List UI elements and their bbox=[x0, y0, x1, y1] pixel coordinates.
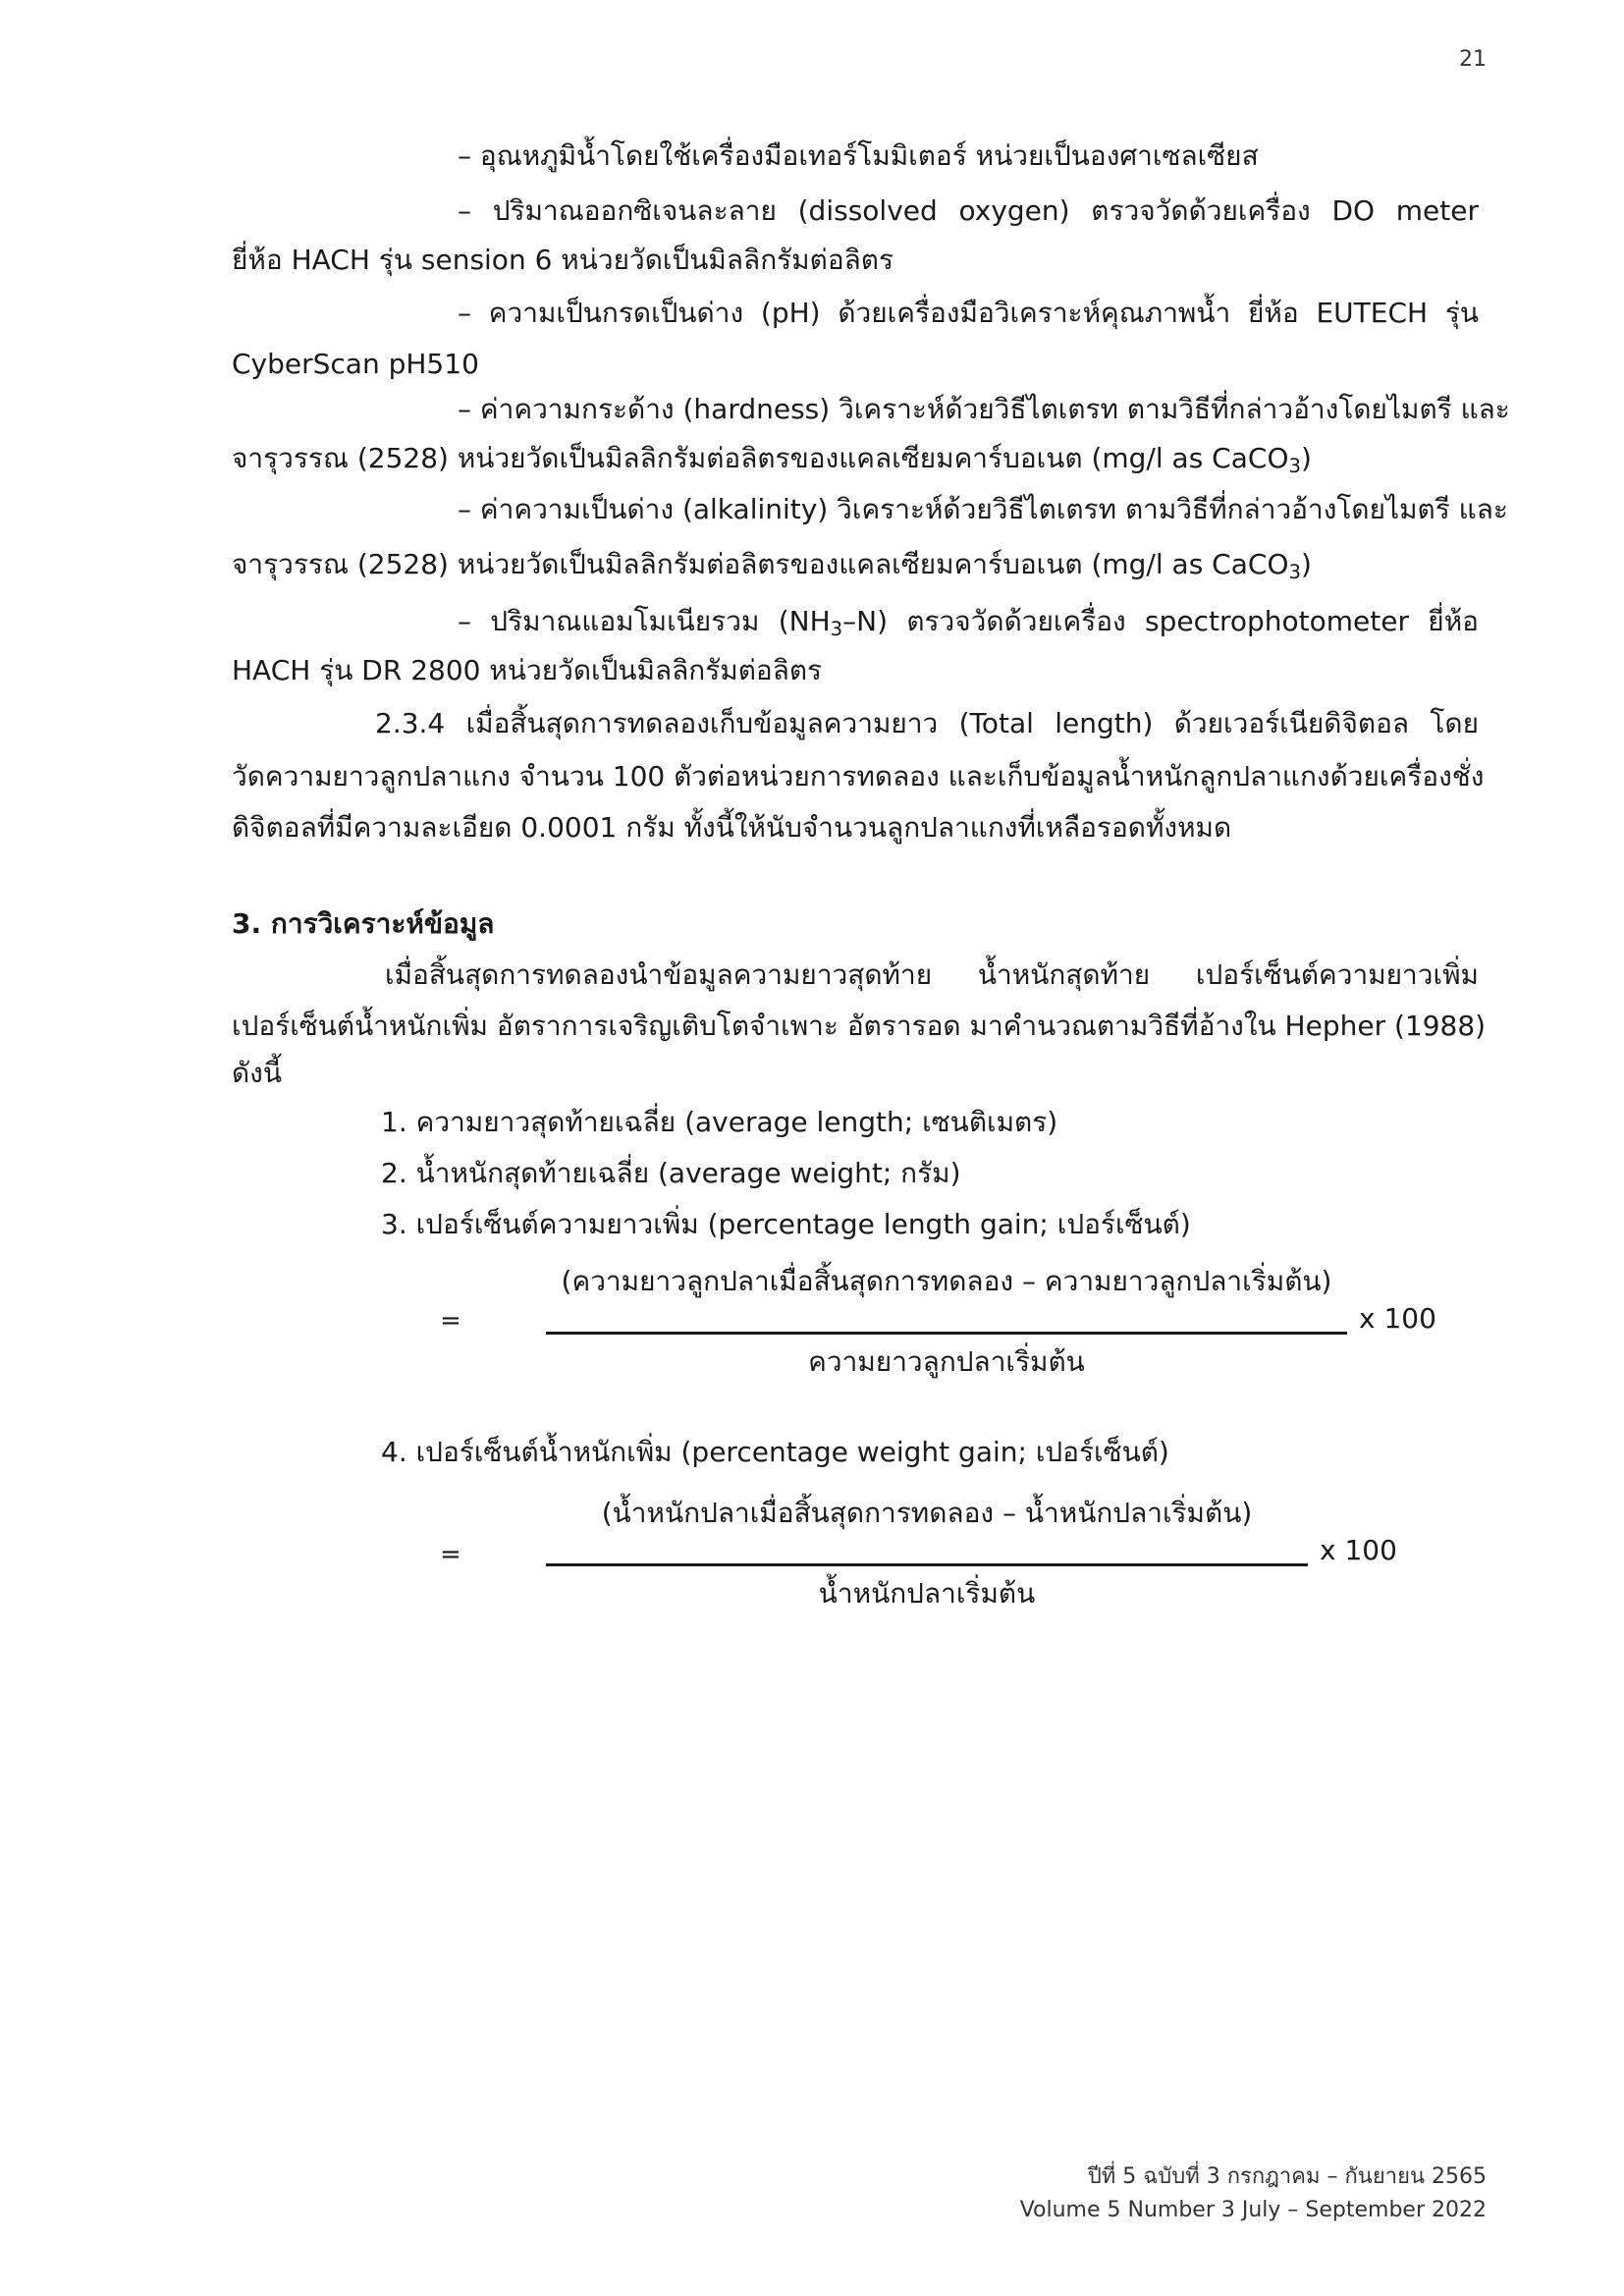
section-3-para-line1: เมื่อสิ้นสุดการทดลองนำข้อมูลความยาวสุดท้าย น้ำหนักสุดท้าย เปอร์เซ็นต์ความยาวเพิ่ม bbox=[385, 958, 1479, 991]
page-number: 21 bbox=[1459, 47, 1487, 72]
list-item: 2. น้ำหนักสุดท้ายเฉลี่ย (average weight; กรัม) bbox=[381, 1157, 961, 1189]
formula-denominator: น้ำหนักปลาเริ่มต้น bbox=[818, 1577, 1036, 1610]
list-item: 4. เปอร์เซ็นต์น้ำหนักเพิ่ม (percentage weight gain; เปอร์เซ็นต์) bbox=[381, 1436, 1169, 1468]
formula-equals: = bbox=[440, 1306, 461, 1336]
method-hardness-line1: – ค่าความกระด้าง (hardness) วิเคราะห์ด้วยวิธีไตเตรท ตามวิธีที่กล่าวอ้างโดยไมตรี และ bbox=[458, 393, 1510, 425]
section-234-line1: 2.3.4 เมื่อสิ้นสุดการทดลองเก็บข้อมูลความยาว (Total length) ด้วยเวอร์เนียดิจิตอล โดย bbox=[375, 707, 1479, 739]
section-3-para-line2: เปอร์เซ็นต์น้ำหนักเพิ่ม อัตราการเจริญเติบโตจำเพาะ อัตรารอด มาคำนวณตามวิธีที่อ้างใน Hepher (1988) bbox=[232, 1010, 1487, 1042]
formula-multiplier: x 100 bbox=[1320, 1534, 1397, 1566]
method-do-line1: – ปริมาณออกซิเจนละลาย (dissolved oxygen) ตรวจวัดด้วยเครื่อง DO meter bbox=[458, 194, 1479, 227]
formula-denominator: ความยาวลูกปลาเริ่มต้น bbox=[808, 1345, 1085, 1378]
section-234-line3: ดิจิตอลที่มีความละเอียด 0.0001 กรัม ทั้งนี้ให้นับจำนวนลูกปลาแกงที่เหลือรอดทั้งหมด bbox=[232, 811, 1232, 844]
section-234-line2: วัดความยาวลูกปลาแกง จำนวน 100 ตัวต่อหน่วยการทดลอง และเก็บข้อมูลน้ำหนักลูกปลาแกงด้วยเครื่องชั่ง bbox=[232, 760, 1485, 793]
section-3-heading: 3. การวิเคราะห์ข้อมูล bbox=[232, 907, 495, 940]
method-hardness-line2: จารุวรรณ (2528) หน่วยวัดเป็นมิลลิกรัมต่อลิตรของแคลเซียมคาร์บอเนต (mg/l as CaCO$_3$) bbox=[232, 442, 1312, 477]
list-item: 1. ความยาวสุดท้ายเฉลี่ย (average length; เซนติเมตร) bbox=[381, 1106, 1058, 1138]
method-ph-line1: – ความเป็นกรดเป็นด่าง (pH) ด้วยเครื่องมือวิเคราะห์คุณภาพน้ำ ยี่ห้อ EUTECH รุ่น bbox=[458, 297, 1479, 329]
footer-english: Volume 5 Number 3 July – September 2022 bbox=[1019, 2198, 1487, 2223]
formula-equals: = bbox=[440, 1540, 461, 1569]
formula-numerator: (น้ำหนักปลาเมื่อสิ้นสุดการทดลอง – น้ำหนักปลาเริ่มต้น) bbox=[601, 1497, 1253, 1529]
method-do-line2: ยี่ห้อ HACH รุ่น sension 6 หน่วยวัดเป็นมิลลิกรัมต่อลิตร bbox=[232, 244, 894, 276]
method-ammonia-line1: – ปริมาณแอมโมเนียรวม $(NH_3-N)$ ตรวจวัดด้วยเครื่อง spectrophotometer ยี่ห้อ bbox=[458, 605, 1479, 640]
formula-multiplier: x 100 bbox=[1359, 1302, 1436, 1335]
method-alkalinity-line1: – ค่าความเป็นด่าง (alkalinity) วิเคราะห์ด้วยวิธีไตเตรท ตามวิธีที่กล่าวอ้างโดยไมตรี และ bbox=[458, 493, 1508, 525]
formula-numerator: (ความยาวลูกปลาเมื่อสิ้นสุดการทดลอง – ความยาวลูกปลาเริ่มต้น) bbox=[561, 1265, 1332, 1297]
method-temperature: – อุณหภูมิน้ำโดยใช้เครื่องมือเทอร์โมมิเตอร์ หน่วยเป็นองศาเซลเซียส bbox=[458, 139, 1259, 172]
footer-thai: ปีที่ 5 ฉบับที่ 3 กรกฎาคม – กันยายน 2565 bbox=[1087, 2164, 1487, 2189]
list-item: 3. เปอร์เซ็นต์ความยาวเพิ่ม (percentage length gain; เปอร์เซ็นต์) bbox=[381, 1208, 1191, 1240]
method-alkalinity-line2: จารุวรรณ (2528) หน่วยวัดเป็นมิลลิกรัมต่อลิตรของแคลเซียมคาร์บอเนต (mg/l as CaCO$_3$) bbox=[232, 548, 1312, 583]
fraction-bar bbox=[546, 1332, 1347, 1335]
section-3-para-line3: ดังนี้ bbox=[232, 1057, 282, 1089]
journal-footer bbox=[1020, 2160, 1487, 2227]
method-ammonia-line2: HACH รุ่น DR 2800 หน่วยวัดเป็นมิลลิกรัมต่อลิตร bbox=[232, 654, 823, 686]
method-ph-line2: CyberScan pH510 bbox=[232, 348, 479, 380]
fraction-bar bbox=[546, 1563, 1308, 1566]
